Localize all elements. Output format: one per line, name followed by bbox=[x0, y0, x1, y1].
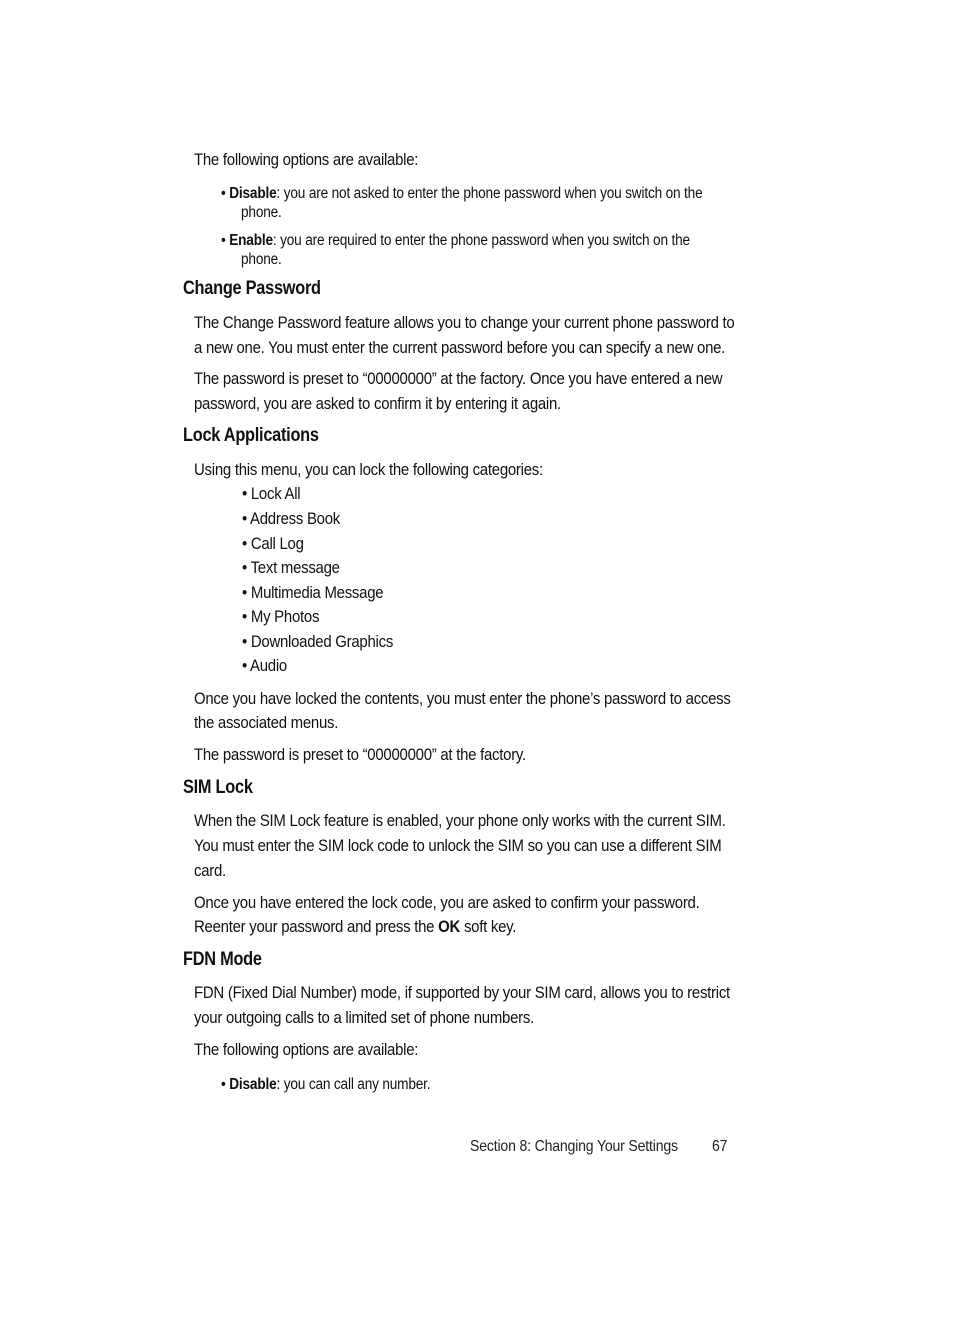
lock-item-downloaded-graphics: • Downloaded Graphics bbox=[242, 632, 394, 651]
sim-lock-p2-pre: Reenter your password and press the bbox=[194, 917, 439, 936]
bullet-disable-line2: phone. bbox=[241, 204, 282, 221]
footer-section-title: Section 8: Changing Your Settings bbox=[470, 1138, 678, 1155]
change-password-p2-line2: password, you are asked to confirm it by entering it again. bbox=[194, 394, 561, 413]
bullet-enable-desc: : you are required to enter the phone password when you switch on the bbox=[272, 232, 690, 249]
fdn-mode-p1-line1: FDN (Fixed Dial Number) mode, if supported by your SIM card, allows you to restrict bbox=[194, 983, 730, 1002]
sim-lock-p2-post: soft key. bbox=[460, 917, 517, 936]
lock-item-address-book: • Address Book bbox=[242, 509, 341, 528]
bullet-disable-term: Disable bbox=[229, 185, 277, 202]
lock-item-multimedia-message: • Multimedia Message bbox=[242, 583, 384, 602]
lock-item-my-photos: • My Photos bbox=[242, 607, 320, 626]
lock-applications-intro: Using this menu, you can lock the following categories: bbox=[194, 460, 543, 479]
bullet-disable-line1: • Disable: you are not asked to enter the phone password when you switch on the bbox=[221, 185, 703, 202]
sim-lock-p2-line1: Once you have entered the lock code, you are asked to confirm your password. bbox=[194, 893, 700, 912]
change-password-heading: Change Password bbox=[183, 278, 321, 299]
bullet-enable-line2: phone. bbox=[241, 251, 282, 268]
fdn-bullet-disable: • Disable: you can call any number. bbox=[221, 1076, 431, 1093]
lock-item-lock-all: • Lock All bbox=[242, 484, 301, 503]
fdn-bullet-disable-term: Disable bbox=[229, 1076, 277, 1093]
sim-lock-p2-line2 bbox=[194, 914, 516, 939]
bullet-disable-desc: : you are not asked to enter the phone password when you switch on the bbox=[276, 185, 703, 202]
change-password-p2-line1: The password is preset to “00000000” at the factory. Once you have entered a new bbox=[194, 369, 723, 388]
lock-applications-p1-line1: Once you have locked the contents, you must enter the phone’s password to access bbox=[194, 689, 731, 708]
lock-item-text-message: • Text message bbox=[242, 558, 340, 577]
options-intro: The following options are available: bbox=[194, 150, 419, 169]
footer-page-number: 67 bbox=[712, 1138, 728, 1155]
sim-lock-p1-line2: You must enter the SIM lock code to unlock the SIM so you can use a different SIM bbox=[194, 836, 722, 855]
bullet-enable-line1: • Enable: you are required to enter the phone password when you switch on the bbox=[221, 232, 690, 249]
lock-applications-p1-line2: the associated menus. bbox=[194, 713, 339, 732]
sim-lock-heading: SIM Lock bbox=[183, 777, 253, 798]
change-password-p1-line1: The Change Password feature allows you to change your current phone password to bbox=[194, 313, 735, 332]
fdn-mode-p1-line2: your outgoing calls to a limited set of phone numbers. bbox=[194, 1008, 535, 1027]
sim-lock-p1-line3: card. bbox=[194, 861, 226, 880]
change-password-p1-line2: a new one. You must enter the current password before you can specify a new one. bbox=[194, 338, 726, 357]
fdn-options-intro: The following options are available: bbox=[194, 1040, 419, 1059]
fdn-bullet-disable-desc: : you can call any number. bbox=[276, 1076, 431, 1093]
lock-applications-heading: Lock Applications bbox=[183, 425, 319, 446]
sim-lock-p1-line1: When the SIM Lock feature is enabled, your phone only works with the current SIM. bbox=[194, 811, 726, 830]
bullet-enable-term: Enable bbox=[229, 232, 273, 249]
lock-item-audio: • Audio bbox=[242, 656, 287, 675]
fdn-mode-heading: FDN Mode bbox=[183, 949, 262, 970]
lock-item-call-log: • Call Log bbox=[242, 534, 304, 553]
lock-applications-p2: The password is preset to “00000000” at the factory. bbox=[194, 745, 526, 764]
ok-key-label: OK bbox=[438, 917, 461, 936]
